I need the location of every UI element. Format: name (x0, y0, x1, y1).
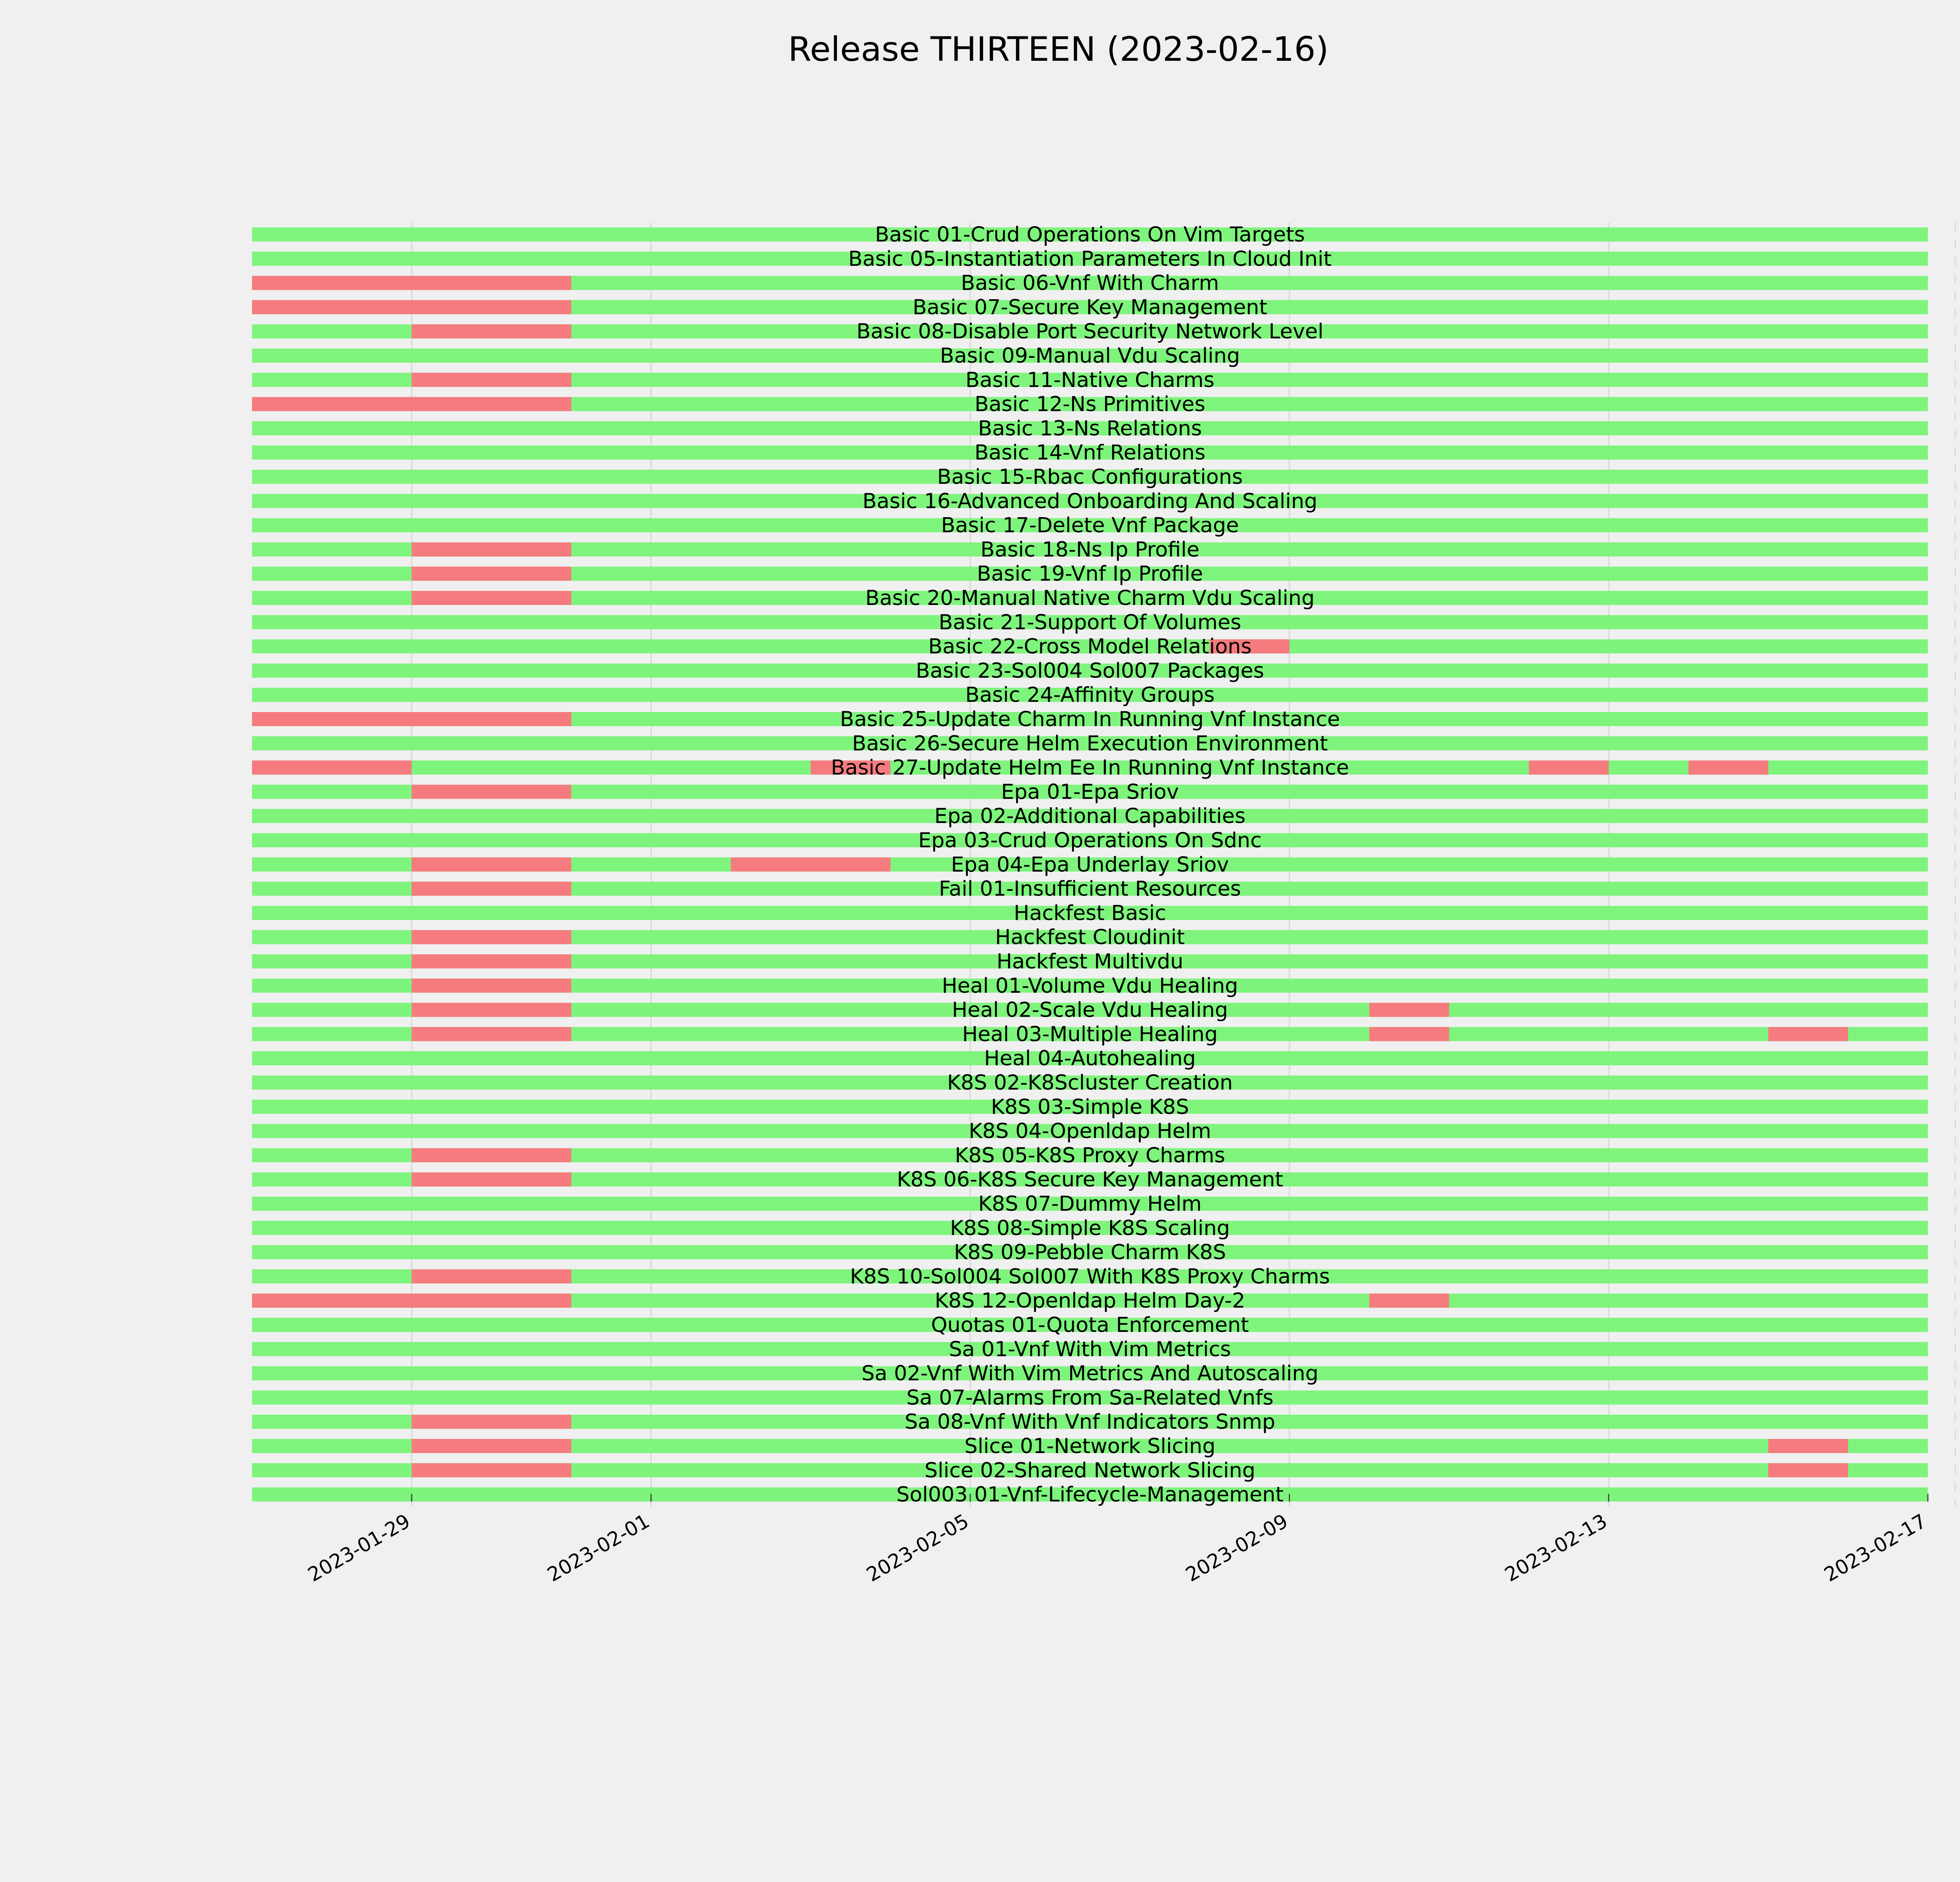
row-label: Sa 02-Vnf With Vim Metrics And Autoscaling (861, 1361, 1319, 1386)
row-label: K8S 04-Openldap Helm (969, 1119, 1211, 1143)
row-label: Basic 07-Secure Key Management (913, 295, 1267, 320)
row-label: Heal 02-Scale Vdu Healing (952, 998, 1228, 1022)
bar-fail (412, 954, 571, 968)
row-label: Basic 14-Vnf Relations (974, 441, 1206, 465)
row-label: Hackfest Cloudinit (995, 925, 1185, 950)
row-label: Sa 07-Alarms From Sa-Related Vnfs (906, 1386, 1274, 1410)
row-label: K8S 12-Openldap Helm Day-2 (935, 1289, 1245, 1313)
x-tick-label: 2023-02-01 (543, 1510, 653, 1586)
row-label: Basic 20-Manual Native Charm Vdu Scaling (865, 586, 1315, 610)
bar-fail (412, 542, 571, 556)
bar-fail (1369, 1027, 1449, 1041)
row-label: Heal 01-Volume Vdu Healing (942, 974, 1238, 998)
x-axis (304, 1494, 1930, 1586)
bar-fail (412, 930, 571, 944)
bar-fail (412, 1415, 571, 1429)
bar-fail (412, 1269, 571, 1283)
row-label: Basic 23-Sol004 Sol007 Packages (916, 659, 1264, 683)
chart-title: Release THIRTEEN (2023-02-16) (788, 30, 1329, 69)
row-label: Basic 13-Ns Relations (978, 416, 1202, 441)
row-label: K8S 09-Pebble Charm K8S (954, 1240, 1226, 1264)
row-label: Heal 03-Multiple Healing (962, 1022, 1218, 1046)
bar-fail (1369, 1293, 1449, 1308)
x-tick-label: 2023-02-05 (862, 1510, 973, 1586)
row-label: Slice 01-Network Slicing (964, 1434, 1216, 1458)
row-label: Hackfest Multivdu (996, 950, 1183, 974)
row-label: K8S 06-K8S Secure Key Management (897, 1168, 1283, 1192)
bar-fail (412, 1172, 571, 1186)
bar-fail (731, 857, 811, 872)
row-label: Basic 19-Vnf Ip Profile (977, 562, 1203, 586)
row-label: Basic 05-Instantiation Parameters In Cloud Init (848, 247, 1332, 271)
row-label: Basic 27-Update Helm Ee In Running Vnf Instance (831, 756, 1349, 780)
bar-fail (412, 567, 571, 581)
row-label: Heal 04-Autohealing (984, 1046, 1196, 1071)
x-tick-label: 2023-01-29 (304, 1510, 414, 1586)
bar-fail (412, 857, 571, 872)
bar-fail (1529, 761, 1609, 775)
row-label: Sa 08-Vnf With Vnf Indicators Snmp (904, 1410, 1276, 1434)
bar-fail (1768, 1463, 1848, 1477)
row-label: K8S 05-K8S Proxy Charms (955, 1143, 1225, 1168)
row-label: Basic 17-Delete Vnf Package (941, 513, 1239, 538)
row-label: Basic 22-Cross Model Relations (928, 634, 1252, 659)
bar-fail (412, 979, 571, 993)
row-label: Hackfest Basic (1014, 901, 1166, 925)
bar-fail (252, 712, 571, 726)
bar-fail (1768, 1027, 1848, 1041)
row-label: Epa 04-Epa Underlay Sriov (951, 852, 1229, 877)
row-label: Slice 02-Shared Network Slicing (924, 1458, 1256, 1482)
row-label: Basic 09-Manual Vdu Scaling (940, 344, 1240, 368)
row-label: Basic 08-Disable Port Security Network Level (856, 320, 1324, 344)
bar-fail (811, 857, 891, 872)
bar-fail (1369, 1003, 1449, 1017)
bar-fail (252, 276, 571, 290)
row-label: Basic 21-Support Of Volumes (938, 610, 1241, 634)
row-label: Basic 16-Advanced Onboarding And Scaling (862, 489, 1318, 513)
row-label: Epa 03-Crud Operations On Sdnc (918, 828, 1262, 852)
row-label: Basic 24-Affinity Groups (965, 683, 1215, 707)
bar-fail (412, 1003, 571, 1017)
x-tick-label: 2023-02-13 (1501, 1510, 1611, 1586)
bar-fail (412, 1463, 571, 1477)
bar-fail (412, 1148, 571, 1162)
row-label: Epa 02-Additional Capabilities (934, 804, 1246, 828)
row-label: K8S 03-Simple K8S (991, 1095, 1189, 1119)
row-label: Basic 26-Secure Helm Execution Environment (852, 731, 1328, 756)
bar-fail (412, 882, 571, 896)
bar-fail (252, 397, 571, 411)
row-label: Quotas 01-Quota Enforcement (931, 1313, 1249, 1337)
row-label: Basic 12-Ns Primitives (975, 392, 1205, 416)
row-label: K8S 08-Simple K8S Scaling (950, 1216, 1230, 1240)
row-label: Basic 25-Update Charm In Running Vnf Instance (840, 707, 1340, 731)
row-label: Basic 01-Crud Operations On Vim Targets (875, 223, 1305, 247)
row-label: Fail 01-Insufficient Resources (939, 877, 1241, 901)
bar-fail (412, 1439, 571, 1453)
row-label: K8S 02-K8Scluster Creation (947, 1071, 1233, 1095)
bar-fail (252, 761, 412, 775)
row-label: K8S 07-Dummy Helm (978, 1192, 1202, 1216)
x-tick-label: 2023-02-17 (1820, 1510, 1930, 1586)
row-label: Basic 15-Rbac Configurations (937, 465, 1243, 489)
bar-fail (412, 324, 571, 338)
row-label: K8S 10-Sol004 Sol007 With K8S Proxy Charms (850, 1264, 1330, 1289)
bar-fail (252, 1293, 571, 1308)
bar-fail (412, 591, 571, 605)
bar-fail (412, 785, 571, 799)
bar-fail (1768, 1439, 1848, 1453)
bar-fail (252, 300, 571, 314)
row-label: Basic 06-Vnf With Charm (961, 271, 1219, 295)
row-label: Basic 11-Native Charms (965, 368, 1215, 392)
row-label: Epa 01-Epa Sriov (1001, 780, 1179, 804)
bar-fail (412, 373, 571, 387)
row-label: Sa 01-Vnf With Vim Metrics (949, 1337, 1231, 1361)
row-label: Basic 18-Ns Ip Profile (980, 538, 1200, 562)
x-tick-label: 2023-02-09 (1181, 1510, 1292, 1586)
row-label: Sol003 01-Vnf-Lifecycle-Management (896, 1482, 1284, 1507)
bar-fail (412, 1027, 571, 1041)
bar-fail (1688, 761, 1768, 775)
